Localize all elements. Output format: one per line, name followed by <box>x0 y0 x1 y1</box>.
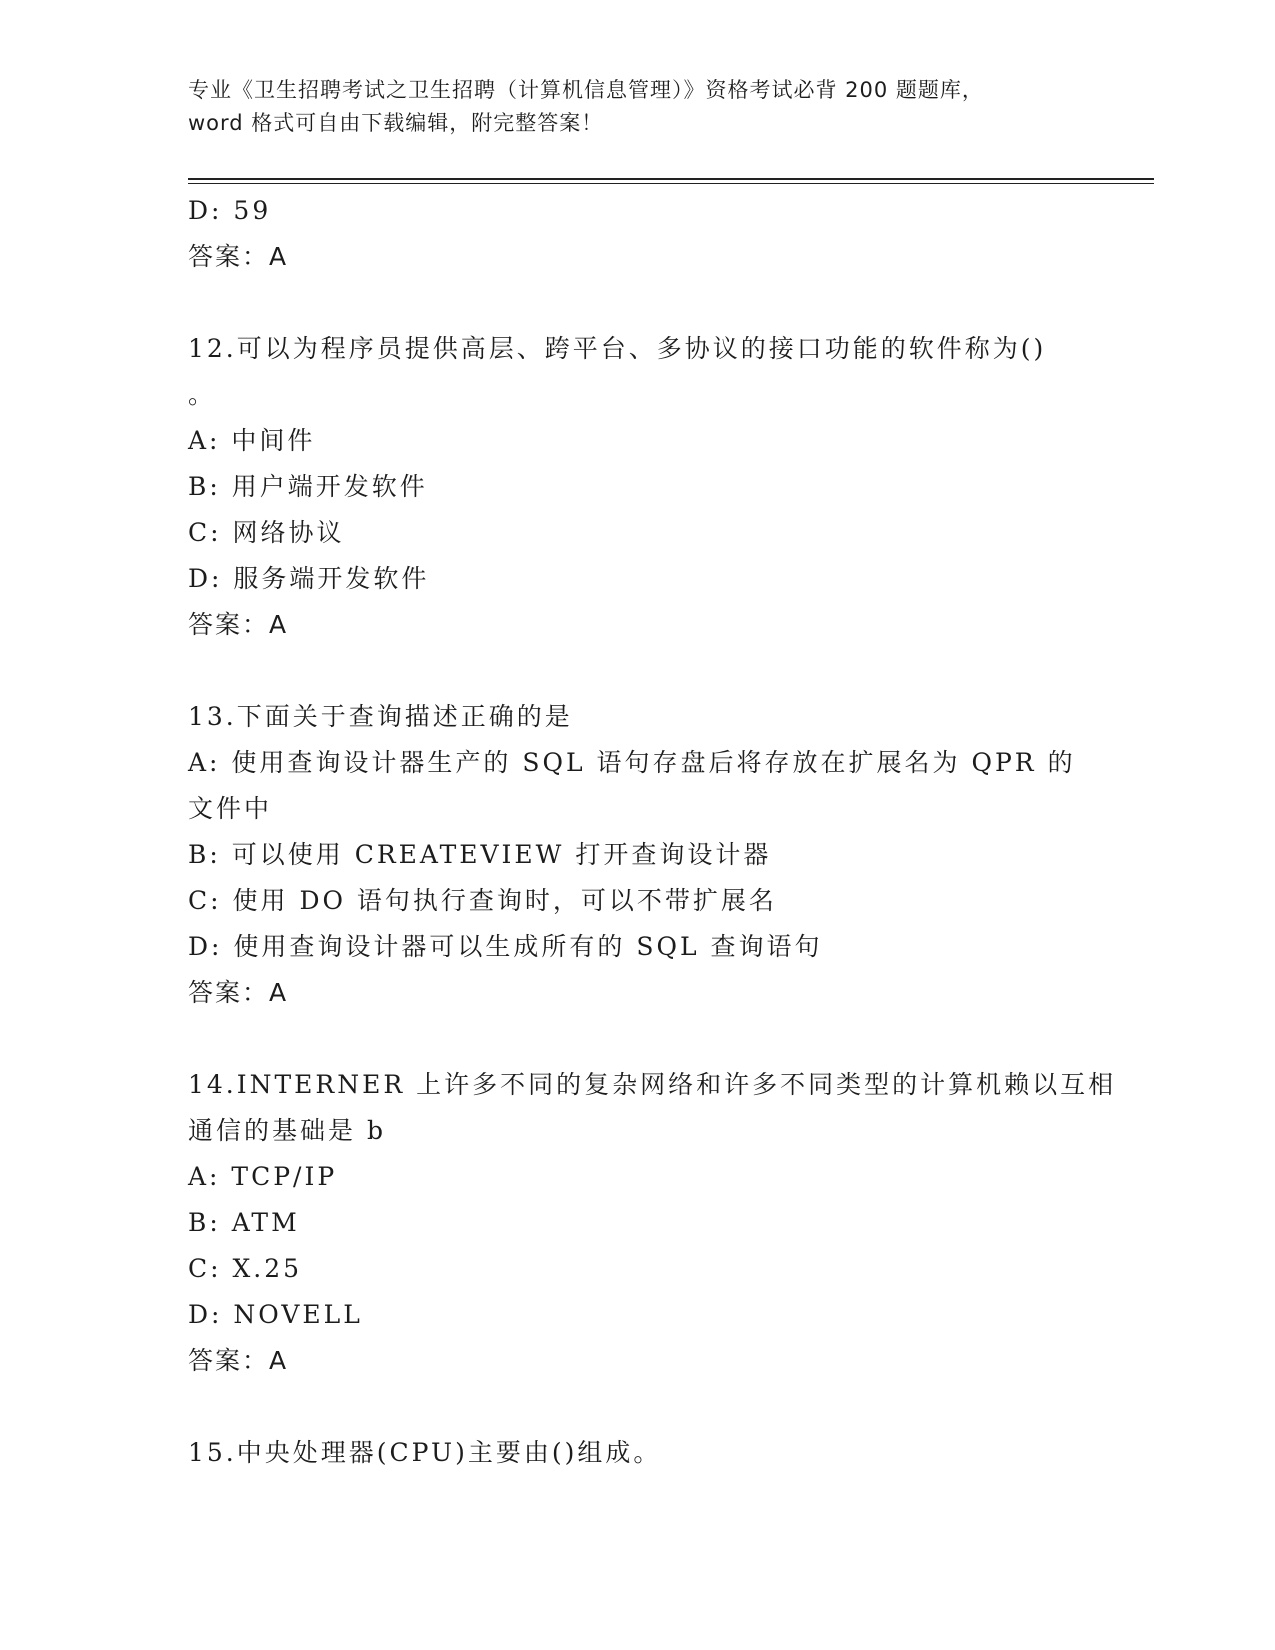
question-15 <box>188 1430 1088 1476</box>
question-stem: 13.下面关于查询描述正确的是 <box>188 702 573 731</box>
option-a: A: 使用查询设计器生产的 SQL 语句存盘后将存放在扩展名为 QPR 的文件中 <box>188 748 1076 823</box>
question-stem: 12.可以为程序员提供高层、跨平台、多协议的接口功能的软件称为() <box>188 334 1047 363</box>
spacer <box>188 280 1088 326</box>
option-a: A: TCP/IP <box>188 1162 338 1191</box>
option-b: B: 可以使用 CREATEVIEW 打开查询设计器 <box>188 840 772 869</box>
document-body <box>188 188 1117 1476</box>
question-12 <box>188 326 1088 648</box>
question-stem: 15.中央处理器(CPU)主要由()组成。 <box>188 1438 662 1467</box>
option-c: C: X.25 <box>188 1254 303 1283</box>
option-b: B: ATM <box>188 1208 300 1237</box>
answer: 答案：A <box>188 610 289 639</box>
option-c: C: 使用 DO 语句执行查询时，可以不带扩展名 <box>188 886 777 915</box>
spacer <box>188 1384 1088 1430</box>
document-header <box>188 74 1088 140</box>
header-rule-thin <box>188 183 1154 184</box>
option-d: D: NOVELL <box>188 1300 363 1329</box>
answer: 答案：A <box>188 978 289 1007</box>
option-d: D: 59 <box>188 196 272 225</box>
question-stem-cont: 通信的基础是 b <box>188 1116 386 1145</box>
spacer <box>188 648 1088 694</box>
option-d: D: 服务端开发软件 <box>188 564 430 593</box>
question-stem: 14.INTERNER 上许多不同的复杂网络和许多不同类型的计算机赖以互相 <box>188 1070 1117 1099</box>
spacer <box>188 1016 1088 1062</box>
header-rule-thick <box>188 178 1154 180</box>
option-b: B: 用户端开发软件 <box>188 472 428 501</box>
option-d: D: 使用查询设计器可以生成所有的 SQL 查询语句 <box>188 932 823 961</box>
question-14 <box>188 1062 1117 1384</box>
answer: 答案：A <box>188 1346 289 1375</box>
question-13 <box>188 694 1088 1016</box>
header-line-1: 专业《卫生招聘考试之卫生招聘（计算机信息管理）》资格考试必背 200 题题库， <box>188 78 984 102</box>
option-c: C: 网络协议 <box>188 518 345 547</box>
option-a: A: 中间件 <box>188 426 316 455</box>
header-line-2: word 格式可自由下载编辑，附完整答案！ <box>188 111 604 135</box>
answer: 答案：A <box>188 242 289 271</box>
question-stem-cont: 。 <box>188 380 217 409</box>
